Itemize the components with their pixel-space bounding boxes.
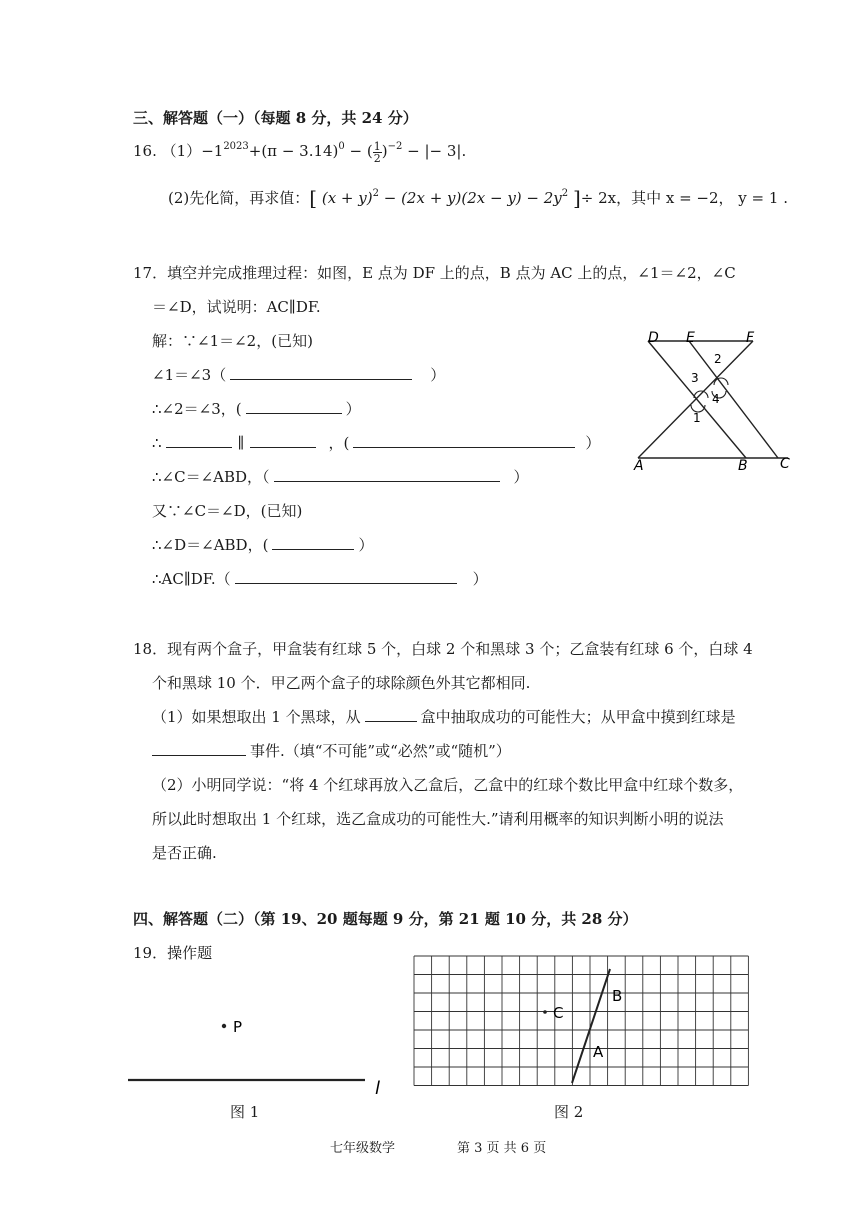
q16-p2-a: (x + y) bbox=[321, 189, 373, 207]
label-E: E bbox=[686, 330, 695, 346]
q16-p2-label: (2)先化简，再求值： bbox=[168, 189, 310, 207]
q16-number: 16. bbox=[133, 142, 157, 160]
q17-s3-post: ） bbox=[345, 400, 361, 418]
q18-p1-tail: 事件.（填“不可能”或“必然”或“随机”） bbox=[250, 742, 511, 760]
q18-blank-1[interactable] bbox=[365, 707, 417, 722]
q17-s4-post: ） bbox=[585, 434, 601, 452]
segment-AB bbox=[572, 969, 610, 1083]
q17-s4-parallel: ∥ bbox=[237, 434, 245, 452]
q18-p1-pre: （1）如果想取出 1 个黑球，从 bbox=[152, 708, 361, 726]
line-DB bbox=[648, 341, 746, 458]
grid bbox=[414, 956, 748, 1086]
q18-part2-line1: （2）小明同学说：“将 4 个红球再放入乙盒后，乙盒中的红球个数比甲盒中红球个数多， bbox=[152, 776, 744, 794]
label-angle-1: 1 bbox=[693, 411, 701, 425]
q17-s5-pre: ∴∠C＝∠ABD，（ bbox=[152, 468, 270, 486]
q17-step7 bbox=[152, 534, 373, 555]
q16-p2-tail: ÷ 2x，其中 x = −2， y = 1 . bbox=[580, 189, 788, 207]
label-D: D bbox=[648, 330, 659, 346]
q17-step3 bbox=[152, 398, 361, 419]
q17-s8-pre: ∴AC∥DF.（ bbox=[152, 570, 231, 588]
q17-line1: 17．填空并完成推理过程：如图，E 点为 DF 上的点，B 点为 AC 上的点，∠1＝∠2，∠C bbox=[133, 264, 736, 282]
q16-p1-zero: 0 bbox=[338, 141, 345, 152]
q17-line2: ＝∠D，试说明：AC∥DF. bbox=[152, 298, 321, 316]
q18-part1 bbox=[152, 706, 736, 727]
point-C-dot bbox=[543, 1010, 547, 1014]
q16-p1-label: （1） bbox=[161, 142, 202, 160]
q16-p2-sq2: 2 bbox=[561, 188, 569, 199]
q17-s5-post: ） bbox=[513, 468, 529, 486]
point-B-label: B bbox=[612, 987, 623, 1005]
q17-figure bbox=[628, 325, 798, 475]
q17-blank-5[interactable] bbox=[353, 433, 575, 448]
section4-title: 四、解答题（二）（第 19、20 题每题 9 分，第 21 题 10 分，共 28 分） bbox=[133, 910, 638, 928]
q18-line2: 个和黑球 10 个．甲乙两个盒子的球除颜色外其它都相同. bbox=[152, 674, 531, 692]
line-EC bbox=[689, 341, 778, 458]
q17-step2 bbox=[152, 364, 445, 385]
q17-blank-8[interactable] bbox=[235, 569, 457, 584]
q19-figure1 bbox=[120, 1005, 400, 1105]
point-P-label: P bbox=[233, 1018, 243, 1036]
q17-s2-pre: ∠1＝∠3（ bbox=[152, 366, 227, 384]
fig1-caption: 图 1 bbox=[230, 1103, 260, 1121]
label-C: C bbox=[780, 456, 790, 472]
q17-blank-6[interactable] bbox=[274, 467, 500, 482]
q17-s3-pre: ∴∠2＝∠3，( bbox=[152, 400, 242, 418]
section3-title: 三、解答题（一）（每题 8 分，共 24 分） bbox=[133, 109, 418, 127]
q16-p1-minus: − ( bbox=[344, 142, 373, 160]
q18-part2-line3: 是否正确. bbox=[152, 844, 217, 862]
q16-p2-b: − (2x + y)(2x − y) − 2y bbox=[378, 189, 562, 207]
label-angle-2: 2 bbox=[714, 352, 722, 366]
q16-fraction bbox=[373, 141, 382, 164]
line-FA bbox=[638, 341, 753, 458]
q17-s2-post: ） bbox=[430, 366, 446, 384]
q18-blank-2[interactable] bbox=[152, 741, 246, 756]
label-F: F bbox=[746, 330, 755, 346]
q19-figure2 bbox=[410, 952, 760, 1092]
q18-p1-post: 盒中抽取成功的可能性大；从甲盒中摸到红球是 bbox=[420, 708, 736, 726]
footer-page: 第 3 页 共 6 页 bbox=[457, 1141, 547, 1156]
label-angle-3: 3 bbox=[691, 371, 699, 385]
q16-p1-end: − |− 3|. bbox=[402, 142, 467, 160]
point-P-dot bbox=[222, 1024, 226, 1028]
label-A: A bbox=[634, 458, 644, 474]
q16-part2 bbox=[168, 186, 788, 210]
q17-step1: 解：∵∠1＝∠2，(已知) bbox=[152, 332, 313, 350]
q18-part1-tail bbox=[152, 740, 511, 761]
q16-p2-sq: 2 bbox=[372, 188, 379, 199]
q17-blank-1[interactable] bbox=[230, 365, 412, 380]
q17-s8-post: ） bbox=[472, 570, 488, 588]
q16-p1-close: ) bbox=[381, 142, 388, 160]
q16-p2-open: [ bbox=[309, 186, 318, 210]
fig2-caption: 图 2 bbox=[554, 1103, 584, 1121]
q18-part2-line2: 所以此时想取出 1 个红球，选乙盒成功的可能性大.”请利用概率的知识判断小明的说法 bbox=[152, 810, 724, 828]
q16-p1-base: −1 bbox=[201, 142, 224, 160]
line-l-label: l bbox=[375, 1078, 381, 1099]
point-C-label: C bbox=[553, 1004, 564, 1022]
footer-subject: 七年级数学 bbox=[330, 1141, 396, 1156]
q17-s4-pre: ∴ bbox=[152, 434, 162, 452]
q17-s7-post: ） bbox=[358, 536, 374, 554]
q17-s7-pre: ∴∠D＝∠ABD，( bbox=[152, 536, 269, 554]
label-angle-4: 4 bbox=[712, 392, 720, 406]
q16-p1-exp: 2023 bbox=[223, 141, 249, 152]
q16-p2-close: ] bbox=[572, 186, 581, 210]
q18-line1: 18．现有两个盒子，甲盒装有红球 5 个，白球 2 个和黑球 3 个；乙盒装有红球 6 个，白球 4 bbox=[133, 640, 753, 658]
q16-part1 bbox=[133, 140, 466, 164]
q16-frac-den: 2 bbox=[373, 151, 381, 165]
q16-frac-num: 1 bbox=[373, 139, 381, 153]
q17-blank-7[interactable] bbox=[272, 535, 354, 550]
q17-blank-2[interactable] bbox=[246, 399, 342, 414]
q17-step5 bbox=[152, 466, 529, 487]
q17-step8 bbox=[152, 568, 488, 589]
label-B: B bbox=[738, 458, 748, 474]
q19-title: 19．操作题 bbox=[133, 944, 213, 962]
q16-p1-mid: +(π − 3.14) bbox=[248, 142, 339, 160]
q17-s4-sep: ，( bbox=[328, 434, 350, 452]
q17-step6: 又∵∠C＝∠D，(已知) bbox=[152, 502, 303, 520]
q17-step4 bbox=[152, 432, 600, 453]
q17-blank-4[interactable] bbox=[250, 433, 316, 448]
q16-p1-exp2: −2 bbox=[387, 141, 403, 152]
point-A-label: A bbox=[593, 1043, 604, 1061]
q17-blank-3[interactable] bbox=[166, 433, 232, 448]
